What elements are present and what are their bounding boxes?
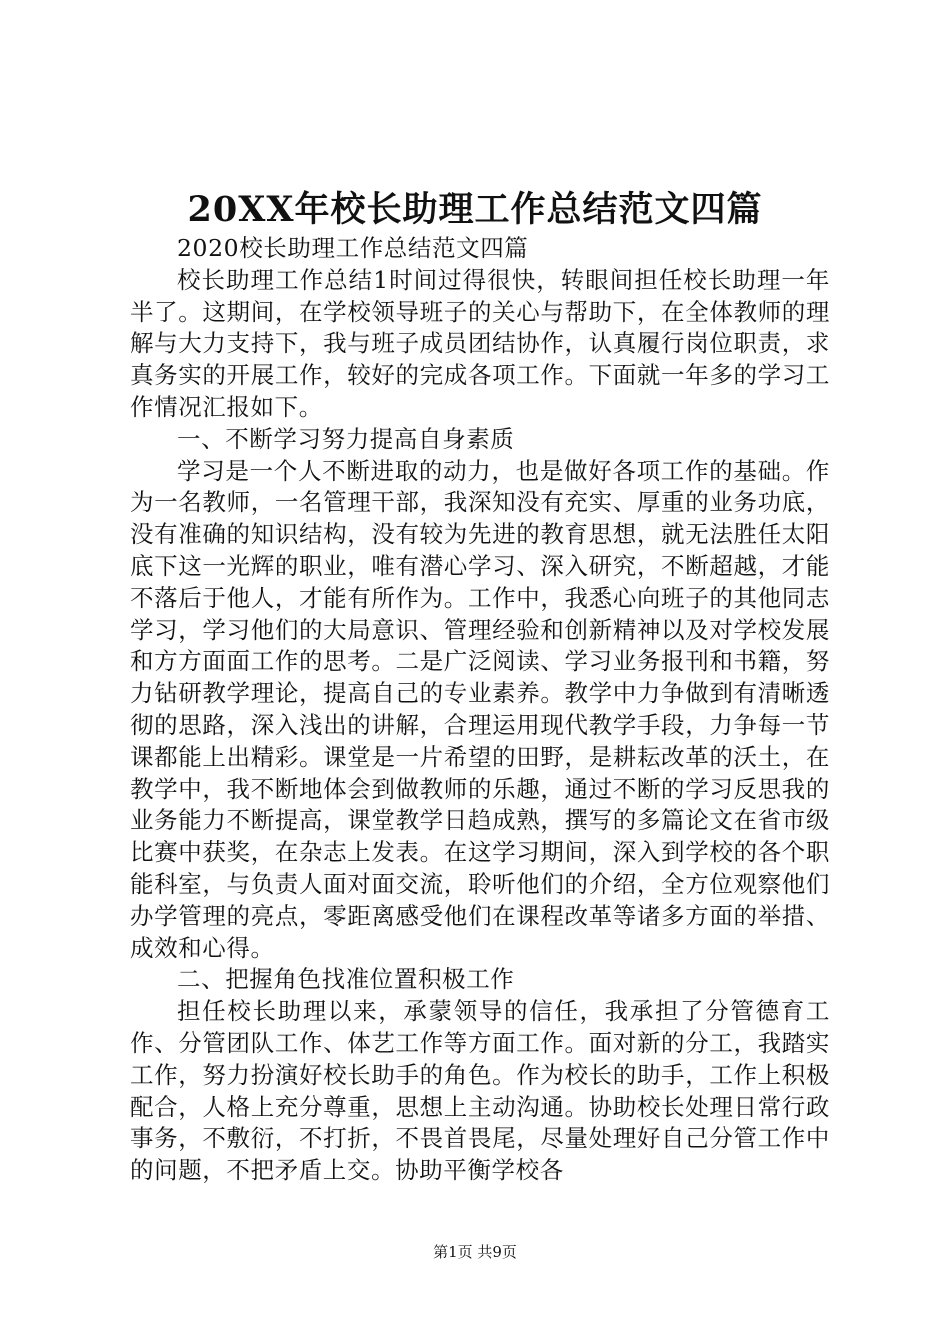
document-body bbox=[130, 233, 830, 1187]
document-title: 20XX年校长助理工作总结范文四篇 bbox=[187, 189, 763, 230]
section-heading-2: 二、把握角色找准位置积极工作 bbox=[177, 965, 515, 994]
page-footer: 第1页 共9页 bbox=[433, 1243, 517, 1261]
section-1-paragraph: 学习是一个人不断进取的动力，也是做好各项工作的基础。作为一名教师，一名管理干部，我深知没有充实、厚重的业务功底，没有准确的知识结构，没有较为先进的教育思想，就无法胜任太阳底下这一光辉的职业，唯有潜心学习、深入研究，不断超越，才能不落后于他人，才能有所作为。工作中，我悉心向班子的其他同志学习，学习他们的大局意识、管理经验和创新精神以及对学校发展和方方面面工作的思考。二是广泛阅读、学习业务报刊和书籍，努力钻研教学理论，提高自己的专业素养。教学中力争做到有清晰透彻的思路，深入浅出的讲解，合理运用现代教学手段，力争每一节课都能上出精彩。课堂是一片希望的田野，是耕耘改革的沃土，在教学中，我不断地体会到做教师的乐趣，通过不断的学习反思我的业务能力不断提高，课堂教学日趋成熟，撰写的多篇论文在省市级比赛中获奖，在杂志上发表。在这学习期间，深入到学校的各个职能科室，与负责人面对面交流，聆听他们的介绍，全方位观察他们办学管理的亮点，零距离感受他们在课程改革等诸多方面的举措、成效和心得。 bbox=[130, 456, 830, 962]
intro-paragraph: 校长助理工作总结1时间过得很快，转眼间担任校长助理一年半了。这期间，在学校领导班子的关心与帮助下，在全体教师的理解与大力支持下，我与班子成员团结协作，认真履行岗位职责，求真务实的开展工作，较好的完成各项工作。下面就一年多的学习工作情况汇报如下。 bbox=[130, 265, 830, 421]
section-2-paragraph: 担任校长助理以来，承蒙领导的信任，我承担了分管德育工作、分管团队工作、体艺工作等方面工作。面对新的分工，我踏实工作，努力扮演好校长助手的角色。作为校长的助手，工作上积极配合，人格上充分尊重，思想上主动沟通。协助校长处理日常行政事务，不敷衍，不打折，不畏首畏尾，尽量处理好自己分管工作中的问题，不把矛盾上交。协助平衡学校各 bbox=[130, 997, 830, 1185]
subtitle-paragraph: 2020校长助理工作总结范文四篇 bbox=[177, 234, 529, 262]
section-heading-1: 一、不断学习努力提高自身素质 bbox=[177, 424, 515, 453]
